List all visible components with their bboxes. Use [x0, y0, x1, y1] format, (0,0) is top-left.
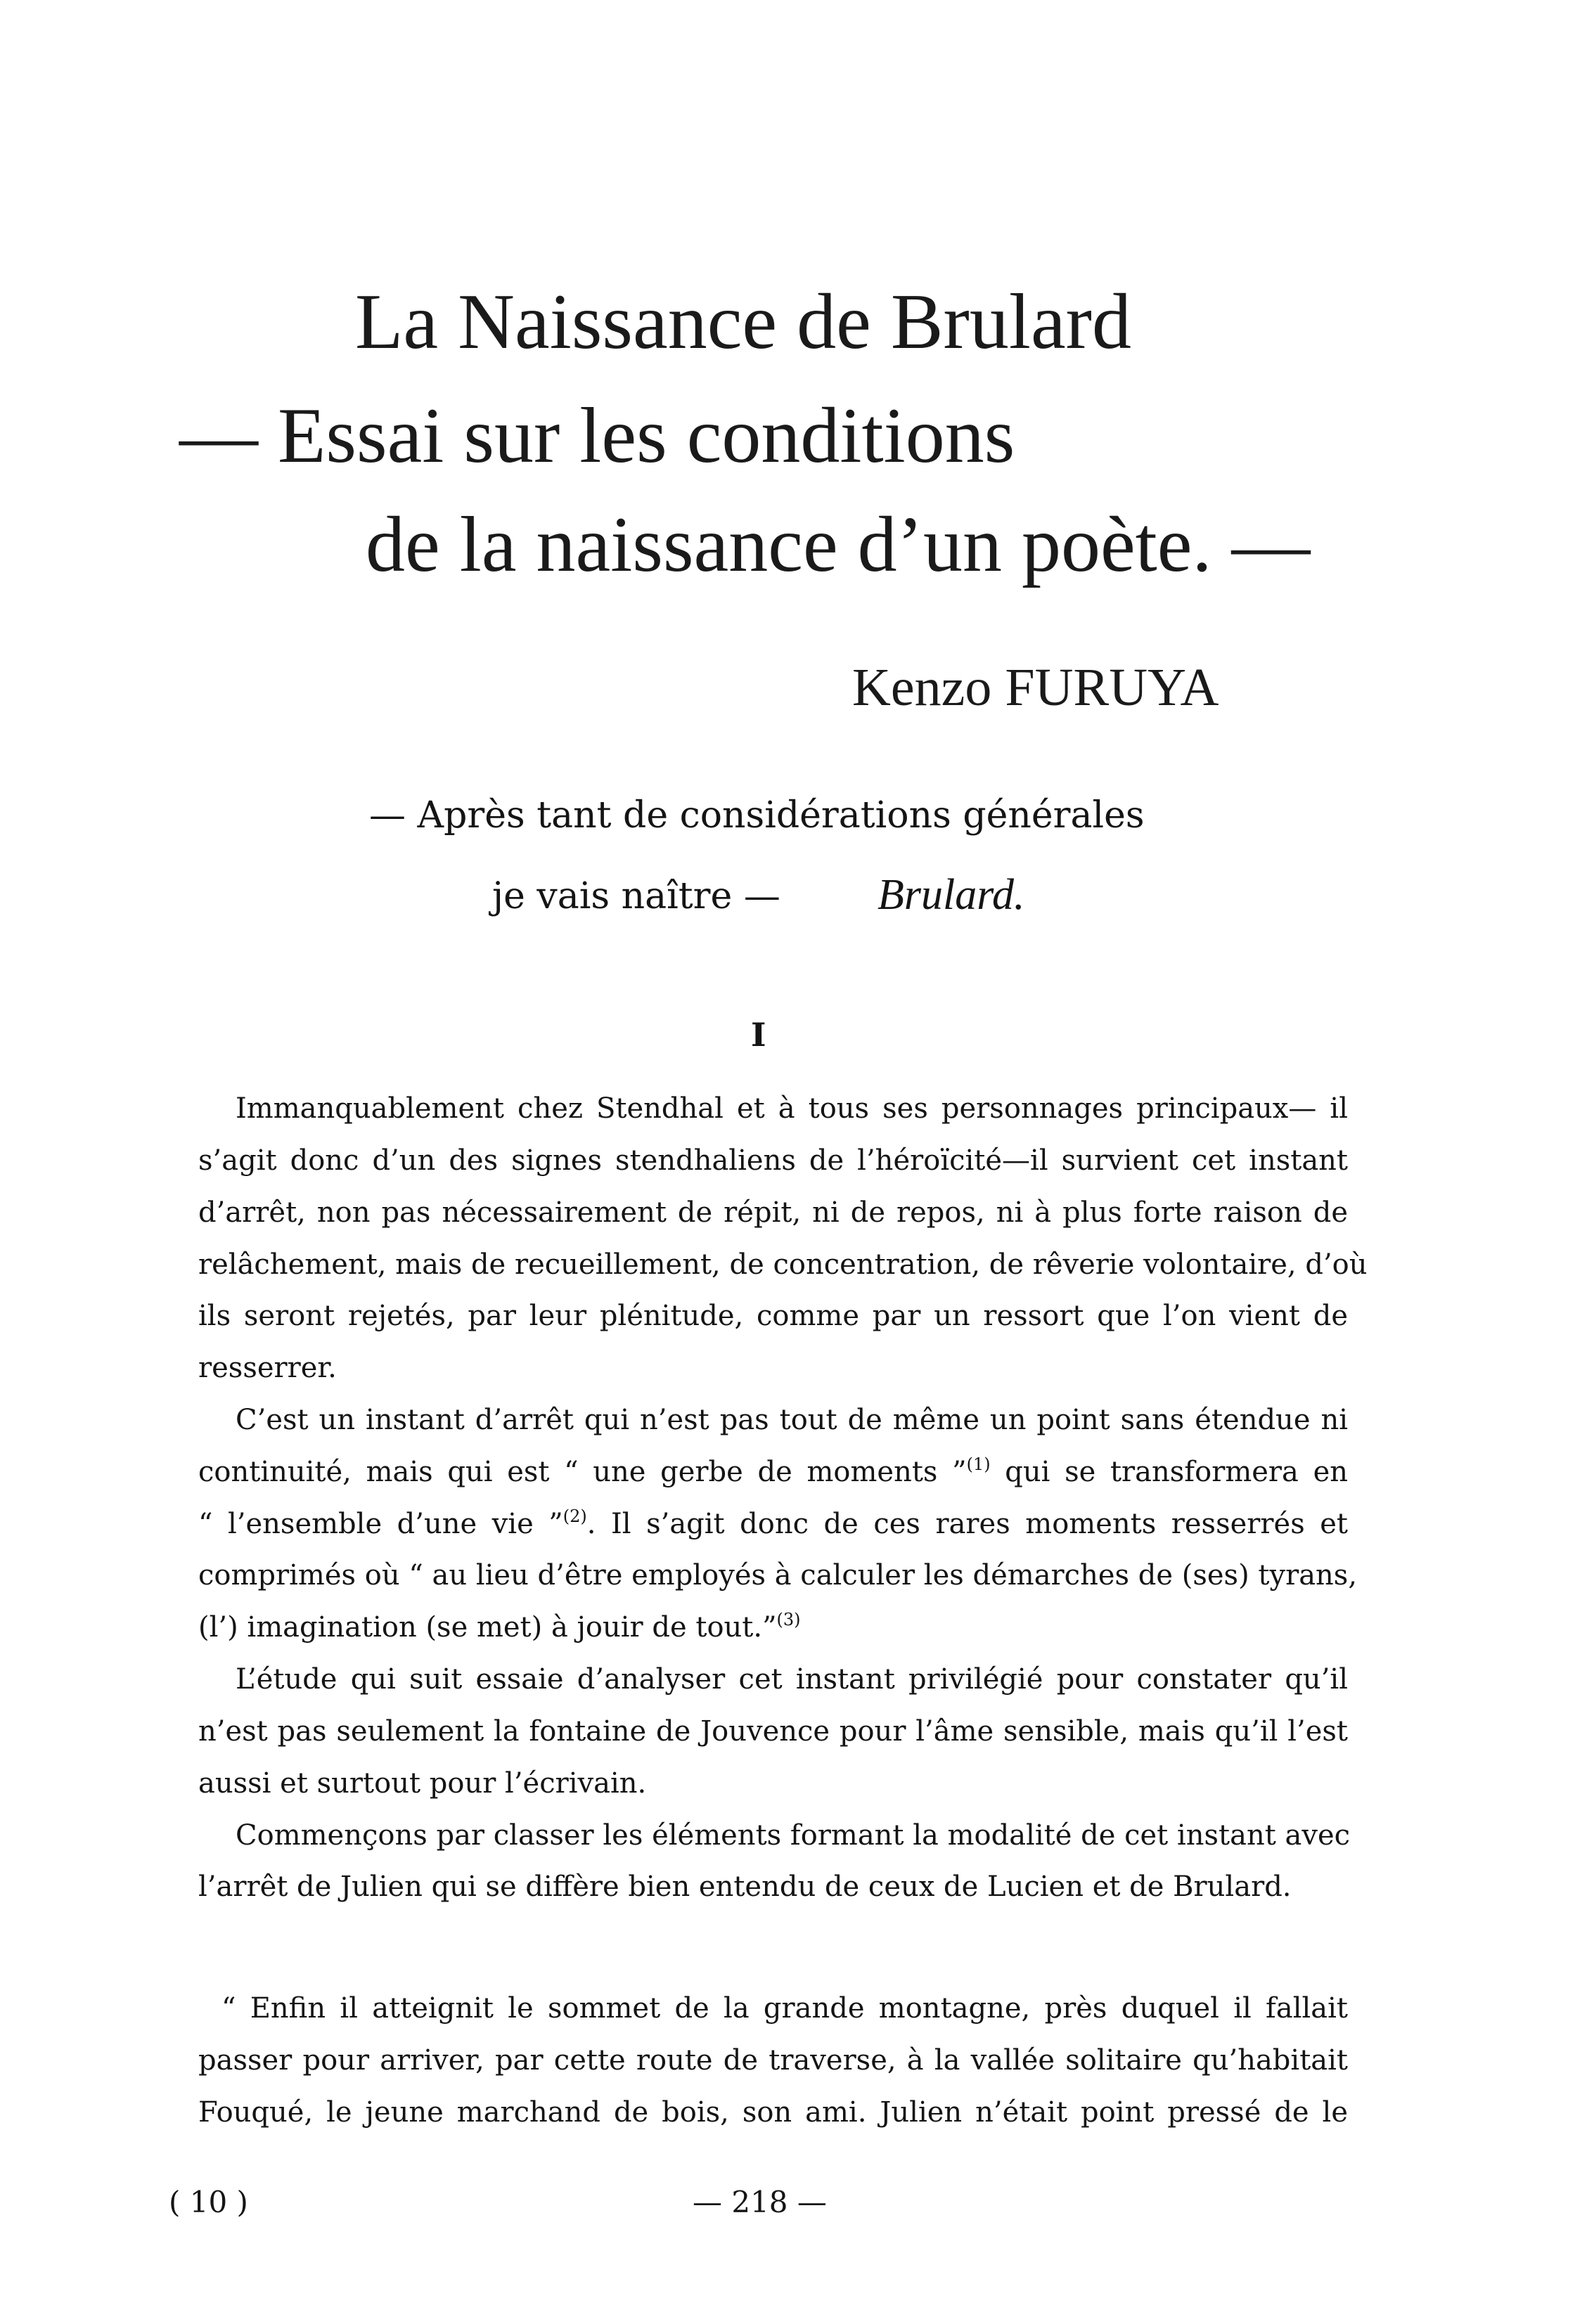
body-line: “ l’ensemble d’une vie ”$^{(2)}$. Il s’agit donc de ces rares moments resserrés et: [198, 1506, 1348, 1540]
quote-line: “ Enfin il atteignit le sommet de la grande montagne, près duquel il fallait: [221, 1992, 1348, 2025]
body-line: d’arrêt, non pas nécessairement de répit, ni de repos, ni à plus forte raison de: [198, 1196, 1348, 1229]
body-line: C’est un instant d’arrêt qui n’est pas tout de même un point sans étendue ni: [236, 1404, 1348, 1436]
body-line: comprimés où “ au lieu d’être employés à calculer les démarches de (ses) tyrans,: [198, 1559, 1358, 1592]
footnote-ref: (1): [966, 1454, 991, 1474]
epigraph-line-1: — Après tant de considérations générales: [369, 794, 1145, 837]
page-number: — 218 —: [693, 2185, 827, 2219]
section-number: I: [751, 1016, 766, 1054]
footnote-ref: (2): [562, 1506, 587, 1526]
body-line: continuité, mais qui est “ une gerbe de moments ”$^{(1)}$ qui se transformera en: [198, 1454, 1349, 1488]
body-line: resserrer.: [198, 1352, 337, 1384]
body-line: ils seront rejetés, par leur plénitude, comme par un ressort que l’on vient de: [198, 1300, 1348, 1332]
title-line-2: — Essai sur les conditions: [179, 392, 1015, 479]
body-line: s’agit donc d’un des signes stendhaliens de l’héroïcité—il survient cet instant: [198, 1144, 1348, 1177]
body-line: (l’) imagination (se met) à jouir de tout.”$^{(3)}$: [198, 1610, 801, 1644]
page-label: ( 10 ): [169, 2185, 248, 2219]
body-line: L’étude qui suit essaie d’analyser cet instant privilégié pour constater qu’il: [236, 1663, 1348, 1696]
body-line: Immanquablement chez Stendhal et à tous ses personnages principaux— il: [236, 1092, 1348, 1125]
footnote-ref: (3): [776, 1610, 801, 1629]
title-line-3: de la naissance d’un poète. —: [366, 501, 1311, 588]
title-line-1: La Naissance de Brulard: [355, 278, 1131, 366]
body-line: aussi et surtout pour l’écrivain.: [198, 1767, 647, 1800]
quote-line: passer pour arriver, par cette route de traverse, à la vallée solitaire qu’habitait: [198, 2044, 1348, 2077]
quote-line: Fouqué, le jeune marchand de bois, son ami. Julien n’était point pressé de le: [198, 2096, 1348, 2129]
body-line: l’arrêt de Julien qui se diffère bien entendu de ceux de Lucien et de Brulard.: [198, 1871, 1292, 1903]
author-name: Kenzo FURUYA: [852, 658, 1219, 717]
body-line: n’est pas seulement la fontaine de Jouvence pour l’âme sensible, mais qu’il l’est: [198, 1715, 1348, 1748]
body-line: Commençons par classer les éléments formant la modalité de cet instant avec: [236, 1819, 1351, 1852]
epigraph-source: Brulard.: [878, 871, 1025, 919]
epigraph-line-2: je vais naître —: [492, 875, 780, 917]
body-line: relâchement, mais de recueillement, de concentration, de rêverie volontaire, d’où: [198, 1248, 1368, 1281]
